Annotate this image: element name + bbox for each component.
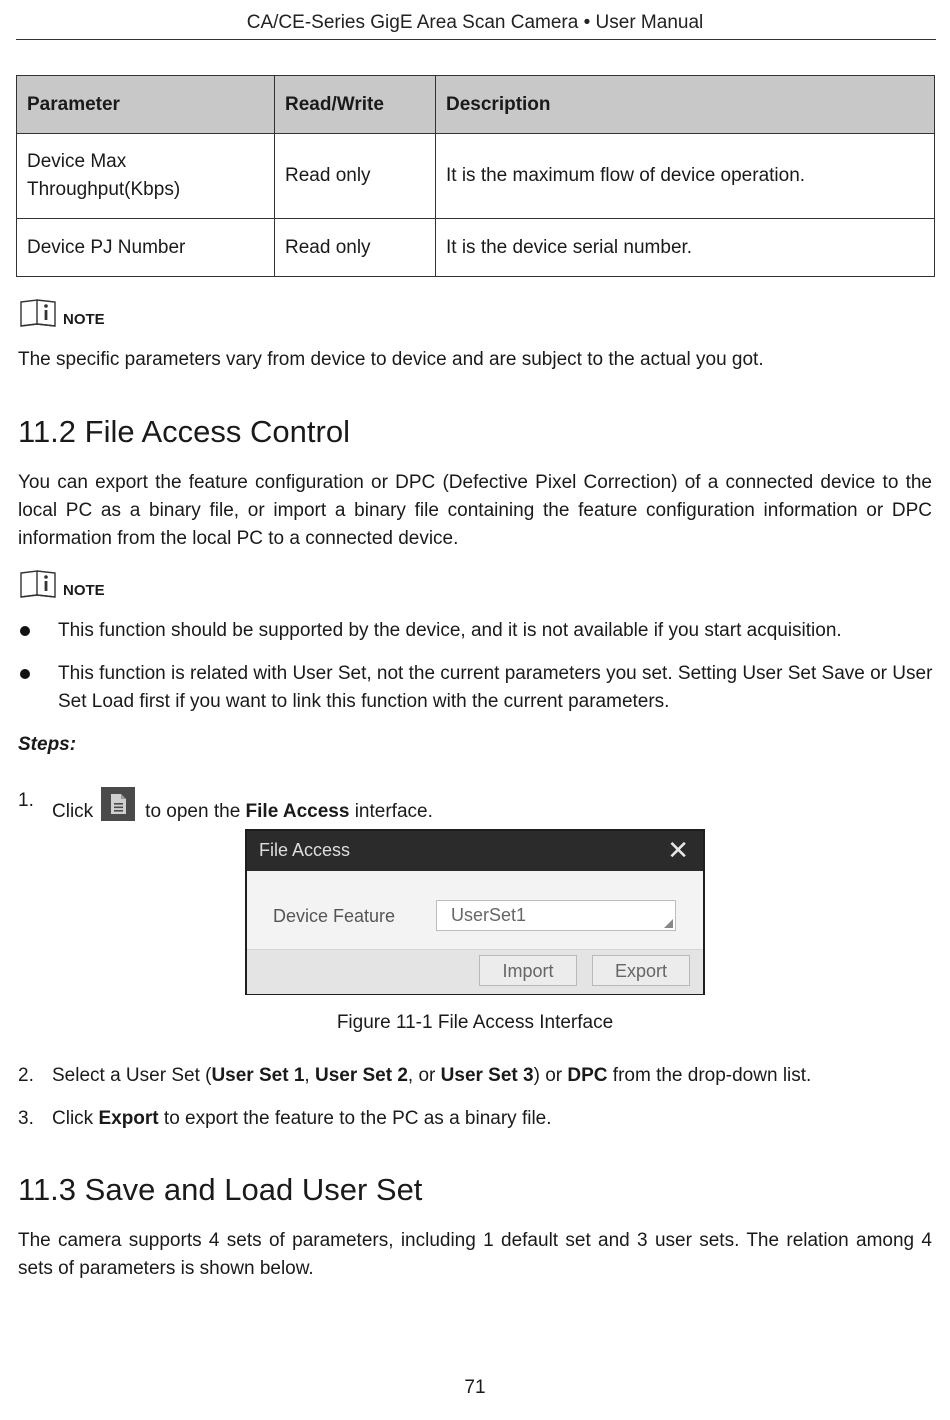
column-header-parameter: Parameter <box>17 76 275 134</box>
column-header-read-write: Read/Write <box>275 76 436 134</box>
step-text <box>52 1105 933 1133</box>
table-cell-read-write: Read only <box>275 134 436 219</box>
step-text-part: from the drop-down list. <box>607 1065 812 1086</box>
cell-line: Throughput(Kbps) <box>27 179 181 200</box>
step-text-part: Click <box>52 1108 99 1129</box>
dialog-title-bar <box>247 831 703 871</box>
table-cell-parameter: Device PJ Number <box>17 219 275 277</box>
step-text-part: , <box>304 1065 315 1086</box>
close-icon[interactable]: ✕ <box>667 835 689 865</box>
step-item <box>18 1062 933 1090</box>
table-header-row <box>17 76 935 134</box>
note-marker <box>19 569 105 599</box>
step-text-part: interface. <box>354 801 433 822</box>
step-number: 3. <box>18 1108 34 1129</box>
table-row <box>17 219 935 277</box>
step-text-bold: User Set 2 <box>314 1065 408 1086</box>
note-marker <box>19 298 105 328</box>
parameter-table <box>16 75 935 277</box>
page-number: 71 <box>464 1377 486 1398</box>
step-text-bold: Export <box>98 1108 159 1129</box>
dialog-body <box>247 871 703 949</box>
book-info-icon <box>19 569 59 599</box>
import-button[interactable]: Import <box>479 955 577 986</box>
table-cell-description: It is the maximum flow of device operation. <box>436 134 935 219</box>
device-feature-label: Device Feature <box>273 906 396 926</box>
section-heading: 11.3 Save and Load User Set <box>18 1172 423 1207</box>
file-access-dialog <box>245 829 705 995</box>
bullet-item <box>18 617 933 645</box>
book-info-icon <box>19 298 59 328</box>
dropdown-arrow-icon <box>664 919 673 928</box>
step-text-part: Select a User Set ( <box>52 1065 212 1086</box>
section-intro: You can export the feature configuration or DPC (Defective Pixel Correction) of a connected device to the local PC as a binary file, or import a binary file containing the feature configuration information or DPC information from the local PC to a connected device. <box>18 472 932 549</box>
export-button[interactable]: Export <box>592 955 690 986</box>
note-label: NOTE <box>63 311 105 328</box>
cell-line: Device Max <box>27 151 127 172</box>
step-text <box>52 1062 933 1090</box>
note-label: NOTE <box>63 582 105 599</box>
step-text-part: , or <box>407 1065 441 1086</box>
header-divider <box>16 39 936 40</box>
step-text-part: to open the <box>145 801 241 822</box>
step-text-bold: User Set 3 <box>440 1065 534 1086</box>
device-feature-value: UserSet1 <box>451 905 527 925</box>
note-text: The specific parameters vary from device to device and are subject to the actual you got. <box>18 349 764 370</box>
bullet-dot <box>20 669 30 679</box>
step-number: 1. <box>18 790 34 811</box>
step-text-bold: DPC <box>567 1065 608 1086</box>
device-feature-select[interactable] <box>436 900 676 931</box>
step-text-bold: User Set 1 <box>211 1065 305 1086</box>
step-item <box>18 787 933 826</box>
column-header-description: Description <box>436 76 935 134</box>
step-number: 2. <box>18 1065 34 1086</box>
step-text-part: to export the feature to the PC as a binary file. <box>158 1108 552 1129</box>
bullet-dot <box>20 626 30 636</box>
table-cell-read-write: Read only <box>275 219 436 277</box>
step-text-bold: File Access <box>245 801 350 822</box>
step-item <box>18 1105 933 1133</box>
step-text-part: ) or <box>533 1065 568 1086</box>
table-row <box>17 134 935 219</box>
step-text <box>52 787 933 826</box>
bullet-text: This function should be supported by the device, and it is not available if you start acquisition. <box>58 620 842 641</box>
step-text-part: Click <box>52 801 94 822</box>
table-cell-description: It is the device serial number. <box>436 219 935 277</box>
bullet-text: This function is related with User Set, not the current parameters you set. Setting User Set Save or User Set Load first if you want to link this function with the current parameters. <box>58 663 933 712</box>
dialog-title: File Access <box>259 840 351 860</box>
section-intro: The camera supports 4 sets of parameters, including 1 default set and 3 user sets. The relation among 4 sets of parameters is shown below. <box>18 1230 932 1279</box>
file-access-button[interactable] <box>101 787 135 821</box>
bullet-item <box>18 660 933 716</box>
page-header: CA/CE-Series GigE Area Scan Camera • User Manual <box>246 12 704 33</box>
steps-label: Steps: <box>18 734 77 755</box>
dialog-footer <box>247 949 703 994</box>
table-cell-parameter <box>17 134 275 219</box>
figure-caption: Figure 11-1 File Access Interface <box>336 1012 614 1033</box>
document-icon <box>101 787 135 821</box>
section-heading: 11.2 File Access Control <box>18 414 350 449</box>
